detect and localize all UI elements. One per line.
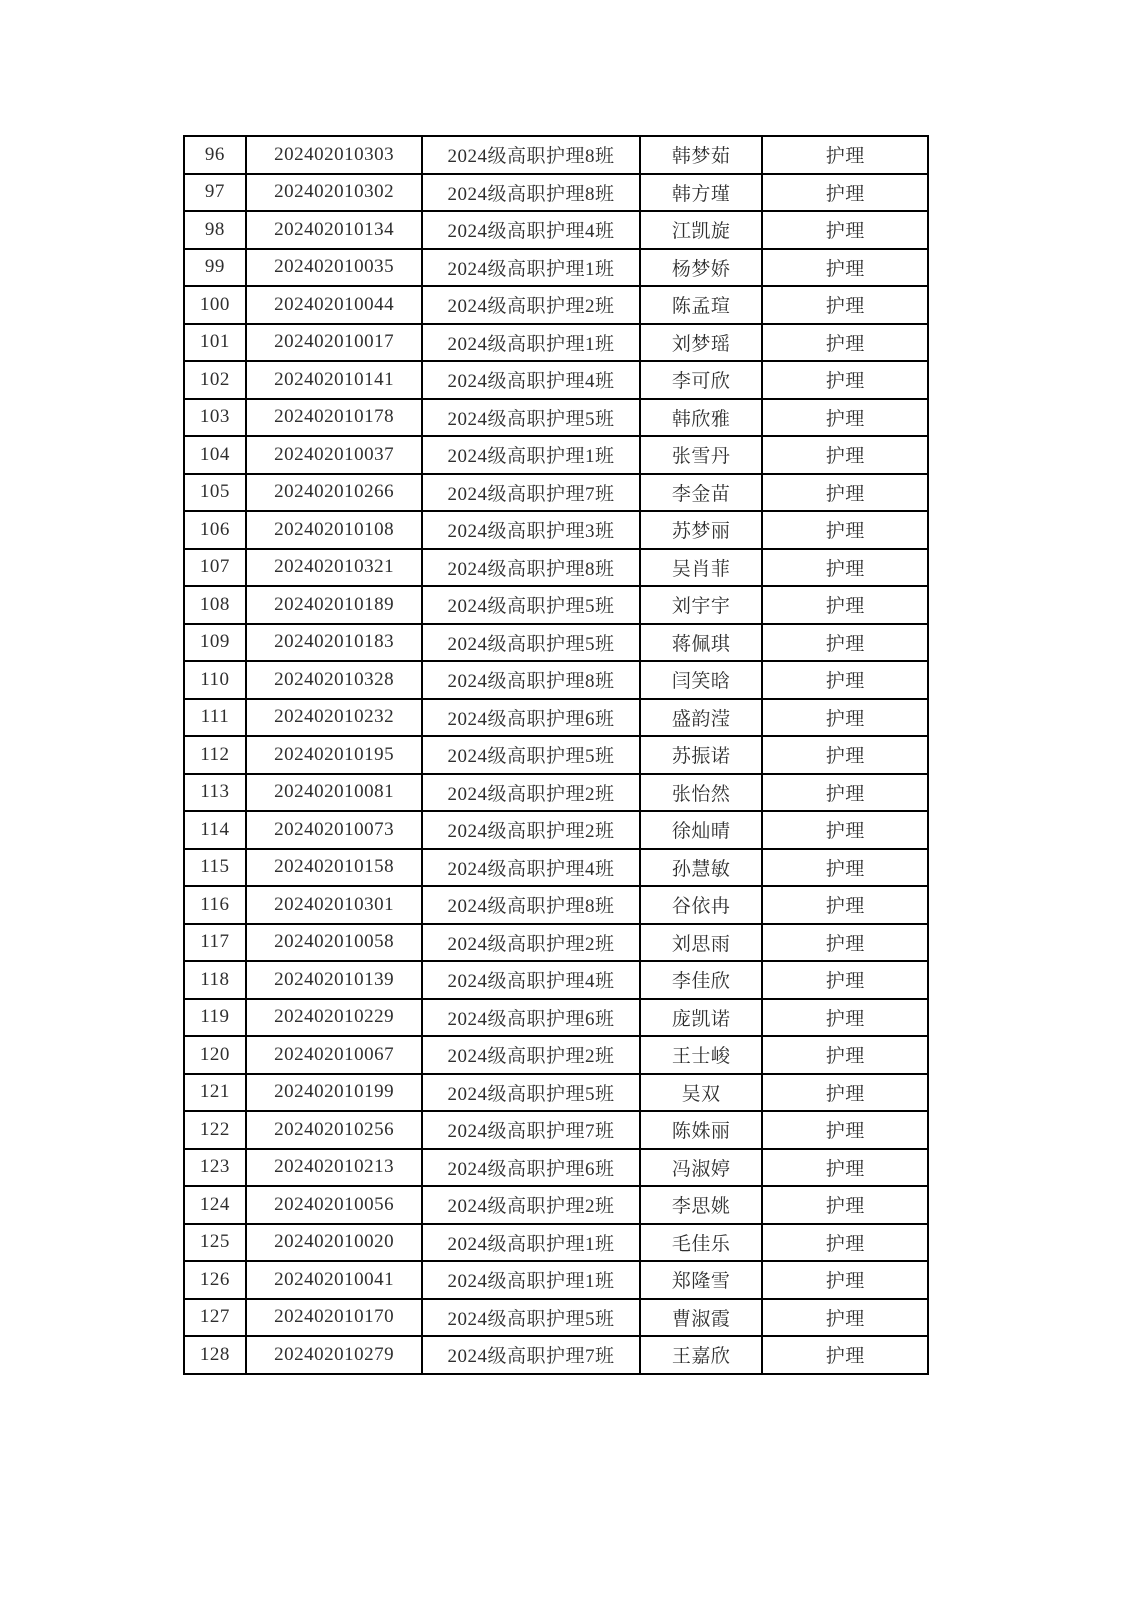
cell-name: 杨梦娇 (640, 249, 763, 287)
cell-index: 112 (184, 736, 246, 774)
cell-name: 冯淑婷 (640, 1149, 763, 1187)
cell-major: 护理 (762, 924, 928, 962)
cell-class-name: 2024级高职护理6班 (422, 699, 639, 737)
cell-major: 护理 (762, 1186, 928, 1224)
cell-class-name: 2024级高职护理2班 (422, 286, 639, 324)
cell-student-id: 202402010158 (246, 849, 423, 887)
table-row (184, 811, 928, 849)
cell-name: 盛韵滢 (640, 699, 763, 737)
table-row (184, 999, 928, 1037)
cell-index: 106 (184, 511, 246, 549)
cell-index: 100 (184, 286, 246, 324)
cell-class-name: 2024级高职护理5班 (422, 1299, 639, 1337)
cell-student-id: 202402010067 (246, 1036, 423, 1074)
cell-name: 李金苗 (640, 474, 763, 512)
cell-major: 护理 (762, 661, 928, 699)
cell-name: 蒋佩琪 (640, 624, 763, 662)
table-row (184, 436, 928, 474)
cell-index: 97 (184, 174, 246, 212)
table-row (184, 624, 928, 662)
cell-class-name: 2024级高职护理4班 (422, 961, 639, 999)
cell-class-name: 2024级高职护理7班 (422, 474, 639, 512)
table-row (184, 286, 928, 324)
cell-student-id: 202402010108 (246, 511, 423, 549)
cell-student-id: 202402010189 (246, 586, 423, 624)
cell-index: 120 (184, 1036, 246, 1074)
cell-name: 吴肖菲 (640, 549, 763, 587)
cell-index: 121 (184, 1074, 246, 1112)
cell-student-id: 202402010044 (246, 286, 423, 324)
cell-name: 刘梦瑶 (640, 324, 763, 362)
cell-major: 护理 (762, 1336, 928, 1374)
cell-student-id: 202402010037 (246, 436, 423, 474)
cell-student-id: 202402010178 (246, 399, 423, 437)
cell-class-name: 2024级高职护理8班 (422, 661, 639, 699)
cell-index: 98 (184, 211, 246, 249)
table-row (184, 661, 928, 699)
table-row (184, 774, 928, 812)
cell-name: 闫笑晗 (640, 661, 763, 699)
cell-name: 韩梦茹 (640, 136, 763, 174)
table-row (184, 399, 928, 437)
cell-index: 128 (184, 1336, 246, 1374)
cell-class-name: 2024级高职护理6班 (422, 999, 639, 1037)
cell-major: 护理 (762, 361, 928, 399)
table-row (184, 961, 928, 999)
cell-class-name: 2024级高职护理8班 (422, 549, 639, 587)
table-row (184, 211, 928, 249)
cell-name: 王士峻 (640, 1036, 763, 1074)
cell-name: 庞凯诺 (640, 999, 763, 1037)
cell-index: 126 (184, 1261, 246, 1299)
cell-class-name: 2024级高职护理2班 (422, 1186, 639, 1224)
cell-class-name: 2024级高职护理5班 (422, 399, 639, 437)
cell-major: 护理 (762, 549, 928, 587)
cell-class-name: 2024级高职护理5班 (422, 1074, 639, 1112)
cell-class-name: 2024级高职护理6班 (422, 1149, 639, 1187)
cell-index: 125 (184, 1224, 246, 1262)
cell-major: 护理 (762, 1074, 928, 1112)
cell-name: 毛佳乐 (640, 1224, 763, 1262)
cell-index: 108 (184, 586, 246, 624)
cell-major: 护理 (762, 961, 928, 999)
cell-student-id: 202402010141 (246, 361, 423, 399)
cell-name: 韩欣雅 (640, 399, 763, 437)
cell-index: 109 (184, 624, 246, 662)
cell-name: 苏振诺 (640, 736, 763, 774)
cell-name: 曹淑霞 (640, 1299, 763, 1337)
cell-class-name: 2024级高职护理8班 (422, 174, 639, 212)
cell-class-name: 2024级高职护理2班 (422, 924, 639, 962)
cell-name: 郑隆雪 (640, 1261, 763, 1299)
cell-student-id: 202402010229 (246, 999, 423, 1037)
cell-class-name: 2024级高职护理8班 (422, 886, 639, 924)
cell-student-id: 202402010041 (246, 1261, 423, 1299)
table-row (184, 1224, 928, 1262)
table-row (184, 886, 928, 924)
cell-index: 118 (184, 961, 246, 999)
table-row (184, 1299, 928, 1337)
cell-major: 护理 (762, 511, 928, 549)
cell-name: 张雪丹 (640, 436, 763, 474)
cell-class-name: 2024级高职护理2班 (422, 811, 639, 849)
cell-major: 护理 (762, 624, 928, 662)
cell-student-id: 202402010195 (246, 736, 423, 774)
cell-index: 123 (184, 1149, 246, 1187)
cell-major: 护理 (762, 436, 928, 474)
cell-student-id: 202402010232 (246, 699, 423, 737)
cell-student-id: 202402010256 (246, 1111, 423, 1149)
cell-student-id: 202402010035 (246, 249, 423, 287)
table-row (184, 1074, 928, 1112)
cell-student-id: 202402010020 (246, 1224, 423, 1262)
cell-class-name: 2024级高职护理2班 (422, 1036, 639, 1074)
cell-major: 护理 (762, 399, 928, 437)
table-row (184, 174, 928, 212)
table-row (184, 474, 928, 512)
cell-index: 110 (184, 661, 246, 699)
table-row (184, 249, 928, 287)
cell-major: 护理 (762, 286, 928, 324)
cell-class-name: 2024级高职护理1班 (422, 249, 639, 287)
cell-class-name: 2024级高职护理5班 (422, 736, 639, 774)
cell-index: 124 (184, 1186, 246, 1224)
cell-name: 陈孟瑄 (640, 286, 763, 324)
cell-major: 护理 (762, 1299, 928, 1337)
cell-index: 105 (184, 474, 246, 512)
cell-student-id: 202402010058 (246, 924, 423, 962)
cell-student-id: 202402010056 (246, 1186, 423, 1224)
cell-name: 李思姚 (640, 1186, 763, 1224)
cell-class-name: 2024级高职护理1班 (422, 436, 639, 474)
cell-name: 韩方瑾 (640, 174, 763, 212)
cell-name: 张怡然 (640, 774, 763, 812)
cell-name: 李佳欣 (640, 961, 763, 999)
cell-name: 王嘉欣 (640, 1336, 763, 1374)
cell-name: 刘宇宇 (640, 586, 763, 624)
cell-student-id: 202402010170 (246, 1299, 423, 1337)
cell-index: 102 (184, 361, 246, 399)
table-row (184, 549, 928, 587)
cell-index: 114 (184, 811, 246, 849)
cell-major: 护理 (762, 324, 928, 362)
cell-major: 护理 (762, 736, 928, 774)
cell-index: 127 (184, 1299, 246, 1337)
table-row (184, 586, 928, 624)
cell-class-name: 2024级高职护理1班 (422, 324, 639, 362)
cell-index: 111 (184, 699, 246, 737)
table-row (184, 849, 928, 887)
cell-name: 江凯旋 (640, 211, 763, 249)
cell-index: 119 (184, 999, 246, 1037)
cell-major: 护理 (762, 1261, 928, 1299)
cell-major: 护理 (762, 174, 928, 212)
cell-major: 护理 (762, 136, 928, 174)
cell-class-name: 2024级高职护理3班 (422, 511, 639, 549)
cell-name: 陈姝丽 (640, 1111, 763, 1149)
cell-major: 护理 (762, 1149, 928, 1187)
cell-name: 苏梦丽 (640, 511, 763, 549)
cell-index: 116 (184, 886, 246, 924)
cell-index: 107 (184, 549, 246, 587)
cell-student-id: 202402010017 (246, 324, 423, 362)
cell-student-id: 202402010199 (246, 1074, 423, 1112)
cell-major: 护理 (762, 249, 928, 287)
table-row (184, 1111, 928, 1149)
cell-major: 护理 (762, 811, 928, 849)
cell-student-id: 202402010328 (246, 661, 423, 699)
cell-index: 113 (184, 774, 246, 812)
table-row (184, 699, 928, 737)
cell-class-name: 2024级高职护理4班 (422, 361, 639, 399)
cell-class-name: 2024级高职护理5班 (422, 624, 639, 662)
cell-class-name: 2024级高职护理2班 (422, 774, 639, 812)
cell-index: 104 (184, 436, 246, 474)
cell-class-name: 2024级高职护理8班 (422, 136, 639, 174)
cell-student-id: 202402010321 (246, 549, 423, 587)
cell-index: 101 (184, 324, 246, 362)
table-row (184, 924, 928, 962)
cell-class-name: 2024级高职护理4班 (422, 211, 639, 249)
table-row (184, 1336, 928, 1374)
cell-index: 122 (184, 1111, 246, 1149)
cell-major: 护理 (762, 886, 928, 924)
cell-index: 115 (184, 849, 246, 887)
cell-student-id: 202402010073 (246, 811, 423, 849)
table-row (184, 361, 928, 399)
table-row (184, 511, 928, 549)
cell-student-id: 202402010183 (246, 624, 423, 662)
cell-index: 117 (184, 924, 246, 962)
cell-student-id: 202402010081 (246, 774, 423, 812)
table-row (184, 1186, 928, 1224)
cell-name: 刘思雨 (640, 924, 763, 962)
cell-major: 护理 (762, 774, 928, 812)
cell-student-id: 202402010279 (246, 1336, 423, 1374)
table-row (184, 324, 928, 362)
table-row (184, 736, 928, 774)
cell-class-name: 2024级高职护理1班 (422, 1224, 639, 1262)
cell-major: 护理 (762, 1224, 928, 1262)
cell-student-id: 202402010213 (246, 1149, 423, 1187)
cell-index: 99 (184, 249, 246, 287)
cell-student-id: 202402010303 (246, 136, 423, 174)
table-row (184, 1261, 928, 1299)
cell-name: 吴双 (640, 1074, 763, 1112)
cell-name: 徐灿晴 (640, 811, 763, 849)
cell-student-id: 202402010301 (246, 886, 423, 924)
cell-major: 护理 (762, 211, 928, 249)
cell-student-id: 202402010302 (246, 174, 423, 212)
cell-major: 护理 (762, 474, 928, 512)
cell-index: 96 (184, 136, 246, 174)
cell-student-id: 202402010139 (246, 961, 423, 999)
cell-major: 护理 (762, 1111, 928, 1149)
cell-student-id: 202402010266 (246, 474, 423, 512)
cell-name: 孙慧敏 (640, 849, 763, 887)
cell-major: 护理 (762, 1036, 928, 1074)
cell-name: 李可欣 (640, 361, 763, 399)
cell-class-name: 2024级高职护理7班 (422, 1111, 639, 1149)
cell-class-name: 2024级高职护理5班 (422, 586, 639, 624)
table-row (184, 1036, 928, 1074)
cell-index: 103 (184, 399, 246, 437)
table-row (184, 1149, 928, 1187)
table-row (184, 136, 928, 174)
cell-name: 谷依冉 (640, 886, 763, 924)
cell-major: 护理 (762, 999, 928, 1037)
cell-class-name: 2024级高职护理7班 (422, 1336, 639, 1374)
cell-major: 护理 (762, 849, 928, 887)
student-roster-table (183, 135, 929, 1375)
cell-class-name: 2024级高职护理4班 (422, 849, 639, 887)
cell-class-name: 2024级高职护理1班 (422, 1261, 639, 1299)
cell-major: 护理 (762, 586, 928, 624)
cell-student-id: 202402010134 (246, 211, 423, 249)
cell-major: 护理 (762, 699, 928, 737)
